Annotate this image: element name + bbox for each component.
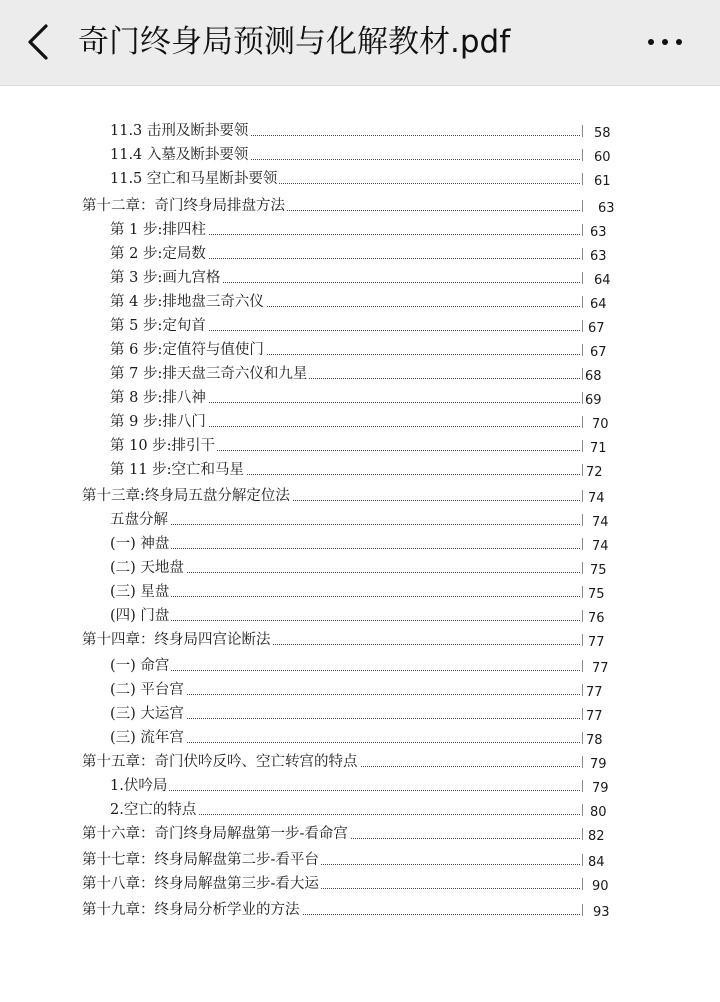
toc-entry[interactable] xyxy=(0,776,720,796)
toc-entry[interactable] xyxy=(0,850,720,870)
toc-entry-page-number: 77 xyxy=(592,661,609,676)
toc-entry[interactable] xyxy=(0,900,720,920)
toc-entry-page-number: 68 xyxy=(585,369,602,384)
leader-end-mark xyxy=(582,464,583,476)
leader-end-mark xyxy=(582,878,583,890)
dot-leader xyxy=(110,596,580,597)
toc-entry-title: 第 4 步:排地盘三奇六仪 xyxy=(110,294,264,310)
toc-entry[interactable] xyxy=(0,460,720,480)
document-title: 奇门终身局预测与化解教材.pdf xyxy=(78,24,511,60)
toc-entry[interactable] xyxy=(0,436,720,456)
toc-entry[interactable] xyxy=(0,874,720,894)
toc-entry-title: 第十四章：终身局四宫论断法 xyxy=(82,632,271,648)
leader-end-mark xyxy=(582,440,583,452)
toc-entry-title: 第 1 步:排四柱 xyxy=(110,222,206,238)
toc-entry[interactable] xyxy=(0,606,720,626)
leader-end-mark xyxy=(582,538,583,550)
toc-entry[interactable] xyxy=(0,728,720,748)
toc-entry-page-number: 69 xyxy=(585,393,602,408)
toc-entry-title: 11.5 空亡和马星断卦要领 xyxy=(110,171,278,187)
toc-entry[interactable] xyxy=(0,388,720,408)
toc-entry[interactable] xyxy=(0,364,720,384)
title-bar xyxy=(0,0,720,86)
leader-end-mark xyxy=(582,732,583,744)
toc-entry-title: 第十五章：奇门伏吟反吟、空亡转宫的特点 xyxy=(82,754,358,770)
leader-end-mark xyxy=(582,660,583,672)
toc-entry-page-number: 74 xyxy=(592,515,609,530)
toc-entry-page-number: 63 xyxy=(590,225,607,240)
dot-leader xyxy=(110,670,580,671)
toc-entry[interactable] xyxy=(0,145,720,165)
toc-entry-page-number: 67 xyxy=(588,321,605,336)
leader-end-mark xyxy=(582,344,583,356)
toc-entry-page-number: 70 xyxy=(592,417,609,432)
more-button[interactable] xyxy=(640,22,690,62)
leader-end-mark xyxy=(582,416,583,428)
more-horizontal-icon xyxy=(676,39,682,45)
leader-end-mark xyxy=(582,173,583,185)
toc-entry-title: 第 11 步:空亡和马星 xyxy=(110,462,245,478)
toc-entry-page-number: 79 xyxy=(592,781,609,796)
toc-entry-page-number: 82 xyxy=(588,829,605,844)
leader-end-mark xyxy=(582,296,583,308)
toc-entry-page-number: 71 xyxy=(590,441,607,456)
toc-entry[interactable] xyxy=(0,196,720,216)
toc-entry[interactable] xyxy=(0,316,720,336)
toc-entry[interactable] xyxy=(0,656,720,676)
dot-leader xyxy=(110,524,580,525)
toc-entry-page-number: 75 xyxy=(590,563,607,578)
toc-entry-title: 11.4 入墓及断卦要领 xyxy=(110,147,249,163)
toc-entry-page-number: 64 xyxy=(594,273,611,288)
toc-entry-title: (一) 神盘 xyxy=(110,536,170,552)
leader-end-mark xyxy=(582,756,583,768)
toc-entry-title: 第十二章：奇门终身局排盘方法 xyxy=(82,198,285,214)
toc-entry-page-number: 76 xyxy=(588,611,605,626)
leader-end-mark xyxy=(582,149,583,161)
toc-entry-page-number: 61 xyxy=(594,174,611,189)
toc-entry-title: 第 2 步:定局数 xyxy=(110,246,206,262)
dot-leader xyxy=(110,790,580,791)
toc-entry[interactable] xyxy=(0,412,720,432)
back-button[interactable] xyxy=(18,18,62,66)
toc-entry[interactable] xyxy=(0,244,720,264)
toc-entry-title: 五盘分解 xyxy=(110,512,168,528)
toc-entry-page-number: 78 xyxy=(586,733,603,748)
toc-entry-page-number: 75 xyxy=(588,587,605,602)
leader-end-mark xyxy=(582,224,583,236)
leader-end-mark xyxy=(582,272,583,284)
leader-end-mark xyxy=(582,368,583,380)
toc-entry-title: (二) 天地盘 xyxy=(110,560,184,576)
toc-entry-title: 第 8 步:排八神 xyxy=(110,390,206,406)
toc-entry-title: 第十六章：奇门终身局解盘第一步-看命宫 xyxy=(82,826,348,842)
toc-entry-title: 第 5 步:定旬首 xyxy=(110,318,206,334)
toc-entry-title: (一) 命宫 xyxy=(110,658,170,674)
toc-entry-title: 第 7 步:排天盘三奇六仪和九星 xyxy=(110,366,308,382)
toc-entry-title: (三) 星盘 xyxy=(110,584,170,600)
toc-entry[interactable] xyxy=(0,630,720,650)
toc-entry-page-number: 77 xyxy=(586,709,603,724)
leader-end-mark xyxy=(582,586,583,598)
toc-entry[interactable] xyxy=(0,824,720,844)
toc-entry[interactable] xyxy=(0,582,720,602)
toc-entry[interactable] xyxy=(0,680,720,700)
toc-entry[interactable] xyxy=(0,800,720,820)
toc-entry-title: (三) 大运宫 xyxy=(110,706,184,722)
toc-entry-page-number: 58 xyxy=(594,126,611,141)
leader-end-mark xyxy=(582,125,583,137)
toc-entry-title: 2.空亡的特点 xyxy=(110,802,197,818)
toc-entry[interactable] xyxy=(0,534,720,554)
toc-entry-title: 第十八章：终身局解盘第三步-看大运 xyxy=(82,876,319,892)
toc-entry-title: 第十三章:终身局五盘分解定位法 xyxy=(82,488,290,504)
toc-entry-page-number: 74 xyxy=(592,539,609,554)
toc-entry-page-number: 63 xyxy=(598,201,615,216)
toc-entry-title: 第 9 步:排八门 xyxy=(110,414,206,430)
toc-entry-title: (三) 流年宫 xyxy=(110,730,184,746)
leader-end-mark xyxy=(582,780,583,792)
toc-entry[interactable] xyxy=(0,510,720,530)
leader-end-mark xyxy=(582,854,583,866)
toc-entry-page-number: 90 xyxy=(592,879,609,894)
toc-entry[interactable] xyxy=(0,340,720,360)
toc-entry-page-number: 60 xyxy=(594,150,611,165)
leader-end-mark xyxy=(582,490,583,502)
leader-end-mark xyxy=(582,200,583,212)
leader-end-mark xyxy=(582,514,583,526)
toc-entry-title: (四) 门盘 xyxy=(110,608,170,624)
toc-entry-page-number: 84 xyxy=(588,855,605,870)
toc-entry-title: (二) 平台宫 xyxy=(110,682,184,698)
dot-leader xyxy=(110,620,580,621)
toc-entry-title: 第 10 步:排引干 xyxy=(110,438,216,454)
toc-entry[interactable] xyxy=(0,292,720,312)
toc-entry-title: 第十九章：终身局分析学业的方法 xyxy=(82,902,300,918)
toc-entry[interactable] xyxy=(0,169,720,189)
chevron-left-icon xyxy=(18,18,62,66)
toc-entry-title: 1.伏吟局 xyxy=(110,778,168,794)
leader-end-mark xyxy=(582,634,583,646)
toc-entry-page-number: 72 xyxy=(586,465,603,480)
toc-entry-title: 第 6 步:定值符与值使门 xyxy=(110,342,264,358)
toc-entry-page-number: 63 xyxy=(590,249,607,264)
leader-end-mark xyxy=(582,684,583,696)
more-horizontal-icon xyxy=(648,39,654,45)
dot-leader xyxy=(110,548,580,549)
leader-end-mark xyxy=(582,562,583,574)
leader-end-mark xyxy=(582,392,583,404)
toc-entry[interactable] xyxy=(0,268,720,288)
toc-entry-page-number: 74 xyxy=(588,491,605,506)
toc-entry[interactable] xyxy=(0,704,720,724)
toc-entry-page-number: 67 xyxy=(590,345,607,360)
toc-entry-page-number: 79 xyxy=(590,757,607,772)
leader-end-mark xyxy=(582,828,583,840)
leader-end-mark xyxy=(582,610,583,622)
toc-entry[interactable] xyxy=(0,752,720,772)
leader-end-mark xyxy=(582,804,583,816)
toc-entry-page-number: 64 xyxy=(590,297,607,312)
leader-end-mark xyxy=(582,708,583,720)
toc-entry[interactable] xyxy=(0,486,720,506)
leader-end-mark xyxy=(582,320,583,332)
leader-end-mark xyxy=(582,904,583,916)
toc-entry[interactable] xyxy=(0,121,720,141)
toc-entry-page-number: 80 xyxy=(590,805,607,820)
leader-end-mark xyxy=(582,248,583,260)
toc-entry-title: 第十七章：终身局解盘第二步-看平台 xyxy=(82,852,319,868)
toc-entry[interactable] xyxy=(0,558,720,578)
toc-entry-page-number: 77 xyxy=(586,685,603,700)
toc-entry-title: 第 3 步:画九宫格 xyxy=(110,270,221,286)
toc-entry-page-number: 77 xyxy=(588,635,605,650)
toc-entry-page-number: 93 xyxy=(593,905,610,920)
more-horizontal-icon xyxy=(662,39,668,45)
toc-entry-title: 11.3 击刑及断卦要领 xyxy=(110,123,249,139)
toc-entry[interactable] xyxy=(0,220,720,240)
